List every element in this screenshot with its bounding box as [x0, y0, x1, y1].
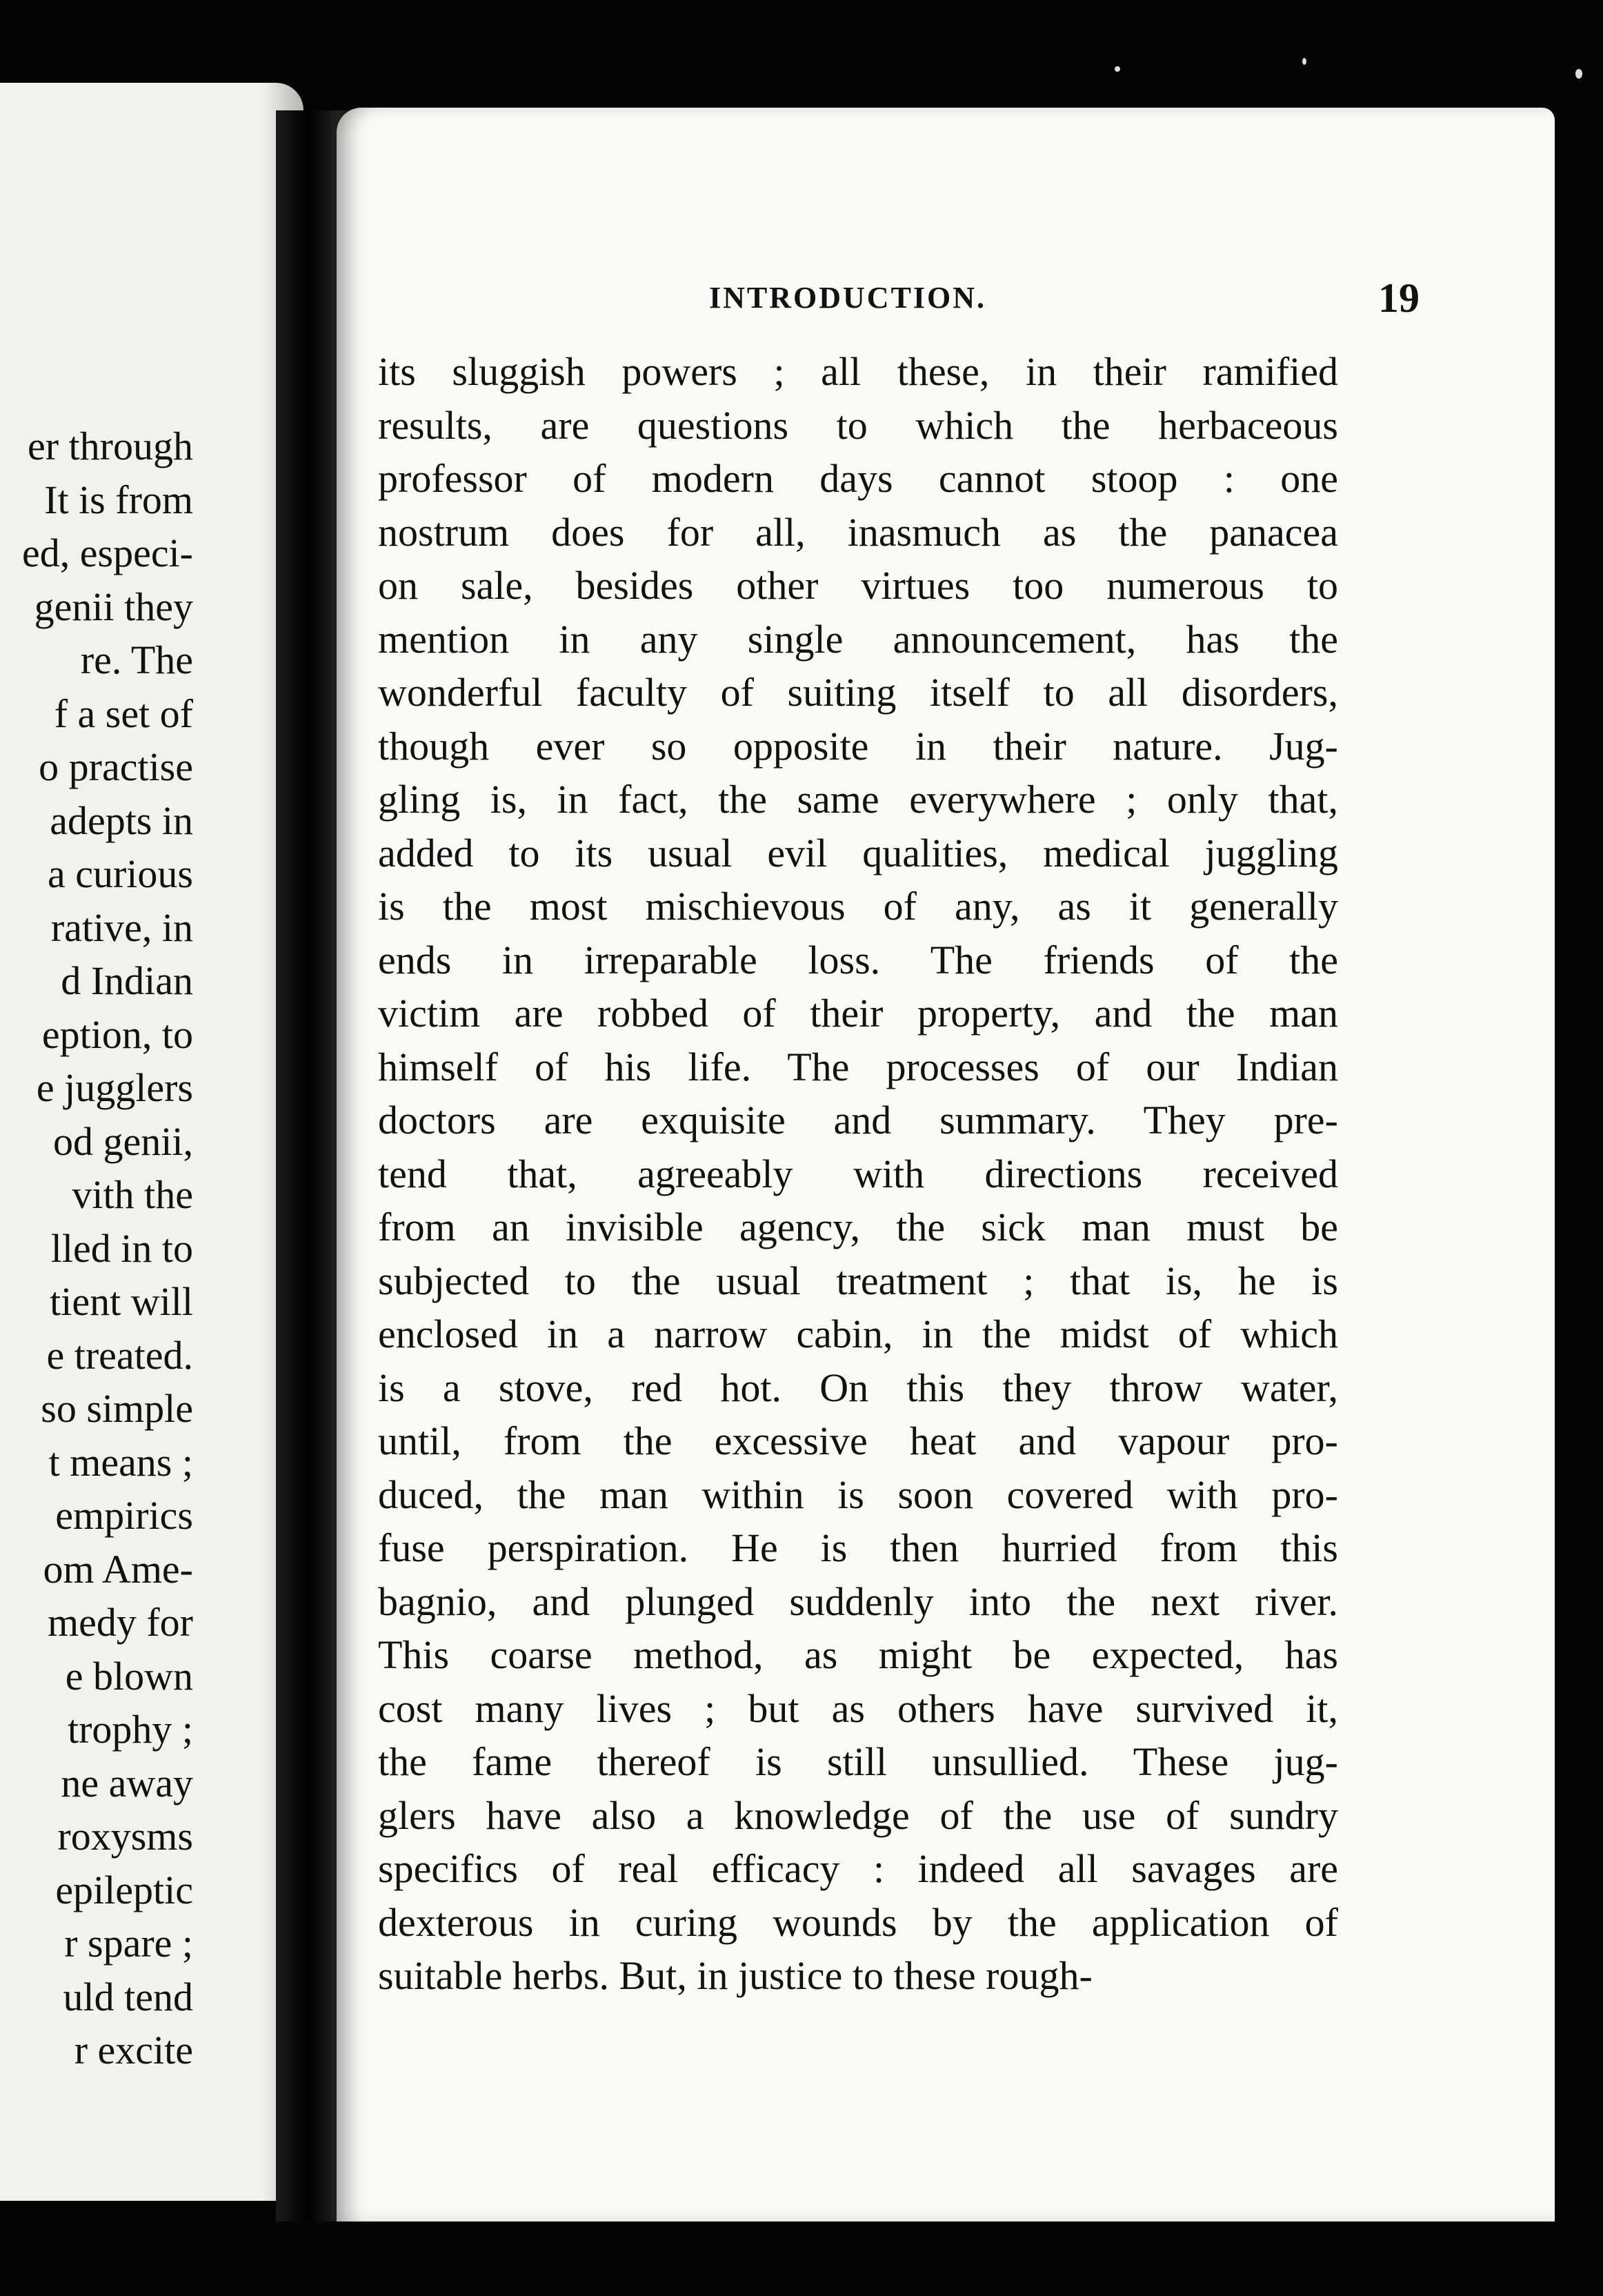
text-line: enclosed in a narrow cabin, in the midst of which — [378, 1312, 1338, 1356]
text-line: gling is, in fact, the same everywhere ; only that, — [378, 777, 1338, 822]
left-line: eption, to — [41, 1011, 193, 1057]
left-line: so simple — [41, 1386, 193, 1431]
left-line: e blown — [65, 1653, 193, 1699]
running-head: INTRODUCTION. — [709, 281, 987, 315]
left-line: empirics — [55, 1493, 193, 1538]
text-line: subjected to the usual treatment ; that is, he is — [378, 1258, 1338, 1303]
left-line: genii they — [34, 584, 193, 629]
left-line: trophy ; — [67, 1707, 193, 1752]
left-line: uld tend — [63, 1974, 193, 2019]
dust-speck — [1302, 58, 1306, 65]
left-line: lled in to — [50, 1225, 193, 1271]
text-line: results, are questions to which the herbaceous — [378, 402, 1338, 448]
text-line: on sale, besides other virtues too numerous to — [378, 563, 1338, 608]
dust-speck — [1575, 69, 1582, 79]
left-line: o practise — [39, 744, 193, 789]
text-line: its sluggish powers ; all these, in their ramified — [378, 349, 1338, 394]
right-page — [337, 108, 1555, 2221]
text-line: nostrum does for all, inasmuch as the panacea — [378, 509, 1338, 555]
text-line: suitable herbs. But, in justice to these rough- — [378, 1953, 1093, 1998]
text-line: tend that, agreeably with directions received — [378, 1151, 1338, 1196]
left-line: d Indian — [61, 958, 193, 1003]
text-line: mention in any single announcement, has the — [378, 616, 1338, 662]
left-line: vith the — [72, 1172, 193, 1217]
left-line: od genii, — [53, 1118, 193, 1164]
left-line: re. The — [80, 637, 193, 682]
left-line: r excite — [74, 2028, 193, 2072]
left-page — [0, 83, 303, 2201]
left-line: t means ; — [48, 1439, 193, 1485]
left-line: It is from — [44, 477, 193, 522]
left-line: om Ame- — [43, 1546, 193, 1592]
page-header — [337, 270, 1555, 326]
left-line: er through — [28, 424, 193, 468]
left-line: rative, in — [50, 904, 193, 950]
text-line: This coarse method, as might be expected, has — [378, 1632, 1338, 1677]
page-number: 19 — [1378, 275, 1420, 321]
text-line: from an invisible agency, the sick man must be — [378, 1205, 1338, 1249]
left-line: e treated. — [46, 1332, 193, 1378]
text-line: duced, the man within is soon covered with pro- — [378, 1472, 1338, 1517]
left-line: ed, especi- — [22, 531, 193, 575]
left-line: roxysms — [57, 1814, 193, 1859]
left-page-text — [0, 419, 193, 2077]
text-line: glers have also a knowledge of the use of sundry — [378, 1792, 1338, 1838]
text-line: fuse perspiration. He is then hurried from this — [378, 1525, 1338, 1570]
text-line: professor of modern days cannot stoop : one — [378, 456, 1338, 501]
text-line: the fame thereof is still unsullied. These jug- — [378, 1739, 1338, 1784]
left-line: e jugglers — [36, 1065, 193, 1110]
text-line: doctors are exquisite and summary. They pre- — [378, 1098, 1338, 1142]
text-line: victim are robbed of their property, and the man — [378, 991, 1338, 1036]
text-line: bagnio, and plunged suddenly into the next river. — [378, 1578, 1338, 1624]
text-line: cost many lives ; but as others have survived it, — [378, 1685, 1338, 1731]
text-line: wonderful faculty of suiting itself to all disorders, — [378, 670, 1338, 715]
dust-speck — [1115, 66, 1120, 72]
left-line: tient will — [50, 1279, 193, 1324]
left-line: ne away — [61, 1760, 193, 1805]
text-line: dexterous in curing wounds by the application of — [378, 1899, 1338, 1945]
text-line: ends in irreparable loss. The friends of the — [378, 937, 1338, 982]
left-line: r spare ; — [64, 1921, 193, 1966]
text-line: himself of his life. The processes of our Indian — [378, 1044, 1338, 1089]
left-line: medy for — [48, 1600, 193, 1645]
left-line: adepts in — [50, 798, 193, 843]
text-line: added to its usual evil qualities, medical juggling — [378, 830, 1338, 875]
left-line: epileptic — [55, 1867, 193, 1912]
body-text — [378, 345, 1338, 2003]
text-line: specifics of real efficacy : indeed all savages are — [378, 1846, 1338, 1891]
text-line: is the most mischievous of any, as it generally — [378, 884, 1338, 929]
text-line: is a stove, red hot. On this they throw water, — [378, 1365, 1338, 1410]
text-line: though ever so opposite in their nature. Jug- — [378, 723, 1338, 769]
left-line: f a set of — [54, 691, 193, 736]
text-line: until, from the excessive heat and vapour pro- — [378, 1418, 1338, 1463]
left-line: a curious — [48, 851, 193, 896]
